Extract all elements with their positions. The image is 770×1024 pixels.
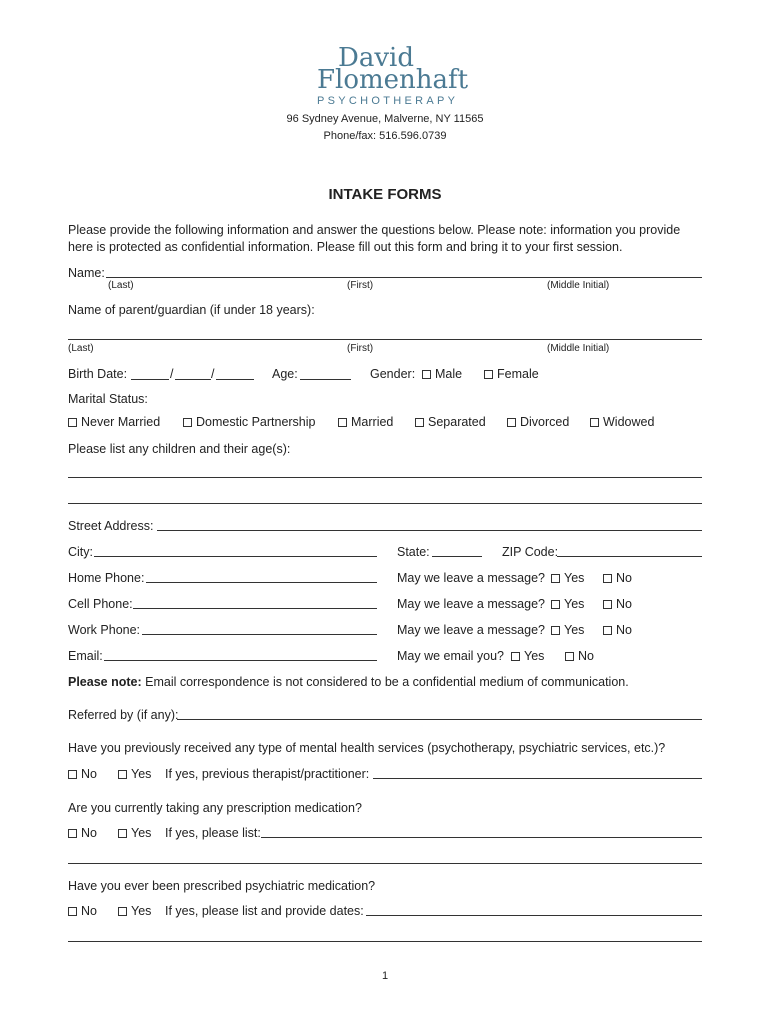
age-label: Age:: [272, 367, 298, 381]
option-label: Divorced: [520, 415, 570, 429]
email-question: May we email you?: [397, 649, 504, 663]
option-label: No: [81, 767, 97, 781]
checkbox[interactable]: [507, 418, 516, 427]
option-label: No: [81, 826, 97, 840]
option-label: No: [616, 623, 632, 637]
prev-therapist-label: If yes, previous therapist/practitioner:: [165, 767, 370, 781]
zip-label: ZIP Code:: [502, 545, 559, 559]
checkbox[interactable]: [415, 418, 424, 427]
option-label: No: [616, 571, 632, 585]
option-label: Widowed: [603, 415, 655, 429]
option-label: Yes: [131, 767, 152, 781]
phone: Phone/fax: 516.596.0739: [323, 130, 447, 142]
state-field[interactable]: [432, 543, 482, 557]
guardian-sub-middle-initial: (Middle Initial): [547, 343, 610, 354]
checkbox[interactable]: [551, 574, 560, 583]
checkbox[interactable]: [118, 829, 127, 838]
home-phone-field[interactable]: [146, 569, 377, 583]
name-field[interactable]: [106, 264, 702, 278]
email-yes-option[interactable]: [511, 649, 544, 663]
cell-phone-label: Cell Phone:: [68, 597, 133, 611]
gender-male-option[interactable]: [422, 367, 462, 381]
checkbox[interactable]: [422, 370, 431, 379]
street-label: Street Address:: [68, 519, 154, 533]
option-label: Domestic Partnership: [196, 415, 316, 429]
psych-no-option[interactable]: [68, 904, 97, 918]
marital-domestic-option[interactable]: [183, 415, 316, 429]
sub-middle-initial: (Middle Initial): [547, 280, 610, 291]
checkbox[interactable]: [603, 574, 612, 583]
checkbox[interactable]: [603, 626, 612, 635]
guardian-field[interactable]: [68, 325, 702, 340]
email-field[interactable]: [104, 647, 377, 661]
birth-month-field[interactable]: [131, 366, 169, 380]
gender-female-option[interactable]: [484, 367, 539, 381]
marital-label: Marital Status:: [68, 392, 148, 406]
marital-never-option[interactable]: [68, 415, 160, 429]
cell-msg-no-option[interactable]: [603, 597, 632, 611]
sub-first: (First): [347, 280, 374, 291]
work-msg-question: May we leave a message?: [397, 623, 545, 637]
rx-no-option[interactable]: [68, 826, 97, 840]
option-label: Yes: [564, 623, 585, 637]
checkbox[interactable]: [484, 370, 493, 379]
checkbox[interactable]: [68, 907, 77, 916]
checkbox[interactable]: [118, 770, 127, 779]
age-field[interactable]: [300, 366, 351, 380]
checkbox[interactable]: [551, 600, 560, 609]
email-label: Email:: [68, 649, 103, 663]
guardian-label: Name of parent/guardian (if under 18 years):: [68, 303, 315, 317]
checkbox[interactable]: [603, 600, 612, 609]
birth-day-field[interactable]: [175, 366, 211, 380]
marital-married-option[interactable]: [338, 415, 393, 429]
psych-list-field-2[interactable]: [68, 927, 702, 942]
mh-yes-option[interactable]: [118, 767, 151, 781]
children-field-1[interactable]: [68, 462, 702, 478]
psych-question: Have you ever been prescribed psychiatric medication?: [68, 879, 376, 893]
checkbox[interactable]: [565, 652, 574, 661]
city-label: City:: [68, 545, 93, 559]
name-label: Name:: [68, 266, 105, 280]
work-phone-label: Work Phone:: [68, 623, 141, 637]
logo-line-1: David: [338, 43, 414, 73]
birth-slash-2: /: [211, 367, 215, 381]
checkbox[interactable]: [183, 418, 192, 427]
marital-divorced-option[interactable]: [507, 415, 569, 429]
checkbox[interactable]: [118, 907, 127, 916]
work-msg-no-option[interactable]: [603, 623, 632, 637]
referred-label: Referred by (if any):: [68, 708, 179, 722]
option-label: Female: [497, 367, 539, 381]
intro-line-2: here is protected as confidential information. Please fill out this form and bring it to your first session.: [68, 240, 623, 254]
guardian-sub-last: (Last): [68, 343, 94, 354]
checkbox[interactable]: [511, 652, 520, 661]
checkbox[interactable]: [68, 418, 77, 427]
rx-list-field-2[interactable]: [68, 849, 702, 864]
city-field[interactable]: [94, 543, 377, 557]
note-text: Email correspondence is not considered to be a confidential medium of communication.: [141, 675, 629, 689]
page-title: INTAKE FORMS: [328, 186, 442, 203]
option-label: No: [616, 597, 632, 611]
guardian-sub-first: (First): [347, 343, 374, 354]
cell-msg-question: May we leave a message?: [397, 597, 545, 611]
prev-therapist-field[interactable]: [373, 765, 702, 779]
checkbox[interactable]: [338, 418, 347, 427]
cell-msg-yes-option[interactable]: [551, 597, 584, 611]
children-field-2[interactable]: [68, 488, 702, 504]
option-label: Yes: [524, 649, 545, 663]
option-label: Married: [351, 415, 394, 429]
address: 96 Sydney Avenue, Malverne, NY 11565: [286, 113, 484, 125]
option-label: Never Married: [81, 415, 161, 429]
checkbox[interactable]: [68, 829, 77, 838]
birth-date-label: Birth Date:: [68, 367, 128, 381]
rx-list-label: If yes, please list:: [165, 826, 261, 840]
rx-list-field[interactable]: [261, 824, 702, 838]
home-msg-yes-option[interactable]: [551, 571, 584, 585]
option-label: Male: [435, 367, 463, 381]
psych-list-field[interactable]: [366, 902, 702, 916]
option-label: Yes: [564, 597, 585, 611]
work-msg-yes-option[interactable]: [551, 623, 584, 637]
referred-field[interactable]: [177, 706, 702, 720]
logo-line-2: Flomenhaft: [317, 65, 469, 95]
checkbox[interactable]: [68, 770, 77, 779]
note-bold: Please note:: [68, 675, 142, 689]
logo-line-3: PSYCHOTHERAPY: [317, 95, 459, 107]
email-no-option[interactable]: [565, 649, 594, 663]
street-field[interactable]: [157, 517, 702, 531]
marital-separated-option[interactable]: [415, 415, 486, 429]
gender-label: Gender:: [370, 367, 416, 381]
psych-yes-option[interactable]: [118, 904, 151, 918]
mh-no-option[interactable]: [68, 767, 97, 781]
children-label: Please list any children and their age(s):: [68, 442, 291, 456]
option-label: No: [578, 649, 594, 663]
rx-question: Are you currently taking any prescription medication?: [68, 801, 362, 815]
home-msg-no-option[interactable]: [603, 571, 632, 585]
marital-widowed-option[interactable]: [590, 415, 654, 429]
rx-yes-option[interactable]: [118, 826, 151, 840]
work-phone-field[interactable]: [142, 621, 377, 635]
option-label: Separated: [428, 415, 486, 429]
option-label: Yes: [564, 571, 585, 585]
checkbox[interactable]: [551, 626, 560, 635]
email-note: [68, 675, 629, 689]
home-msg-question: May we leave a message?: [397, 571, 545, 585]
birth-year-field[interactable]: [216, 366, 254, 380]
option-label: No: [81, 904, 97, 918]
option-label: Yes: [131, 904, 152, 918]
page-number: 1: [381, 970, 389, 982]
sub-last: (Last): [108, 280, 134, 291]
intro-line-1: Please provide the following information and answer the questions below. Please note: information you provide: [68, 223, 681, 237]
home-phone-label: Home Phone:: [68, 571, 145, 585]
birth-slash-1: /: [170, 367, 174, 381]
option-label: Yes: [131, 826, 152, 840]
mh-question: Have you previously received any type of mental health services (psychotherapy, psychiatric services, etc.)?: [68, 741, 666, 755]
zip-field[interactable]: [557, 543, 702, 557]
checkbox[interactable]: [590, 418, 599, 427]
cell-phone-field[interactable]: [133, 595, 377, 609]
state-label: State:: [397, 545, 430, 559]
psych-list-label: If yes, please list and provide dates:: [165, 904, 364, 918]
